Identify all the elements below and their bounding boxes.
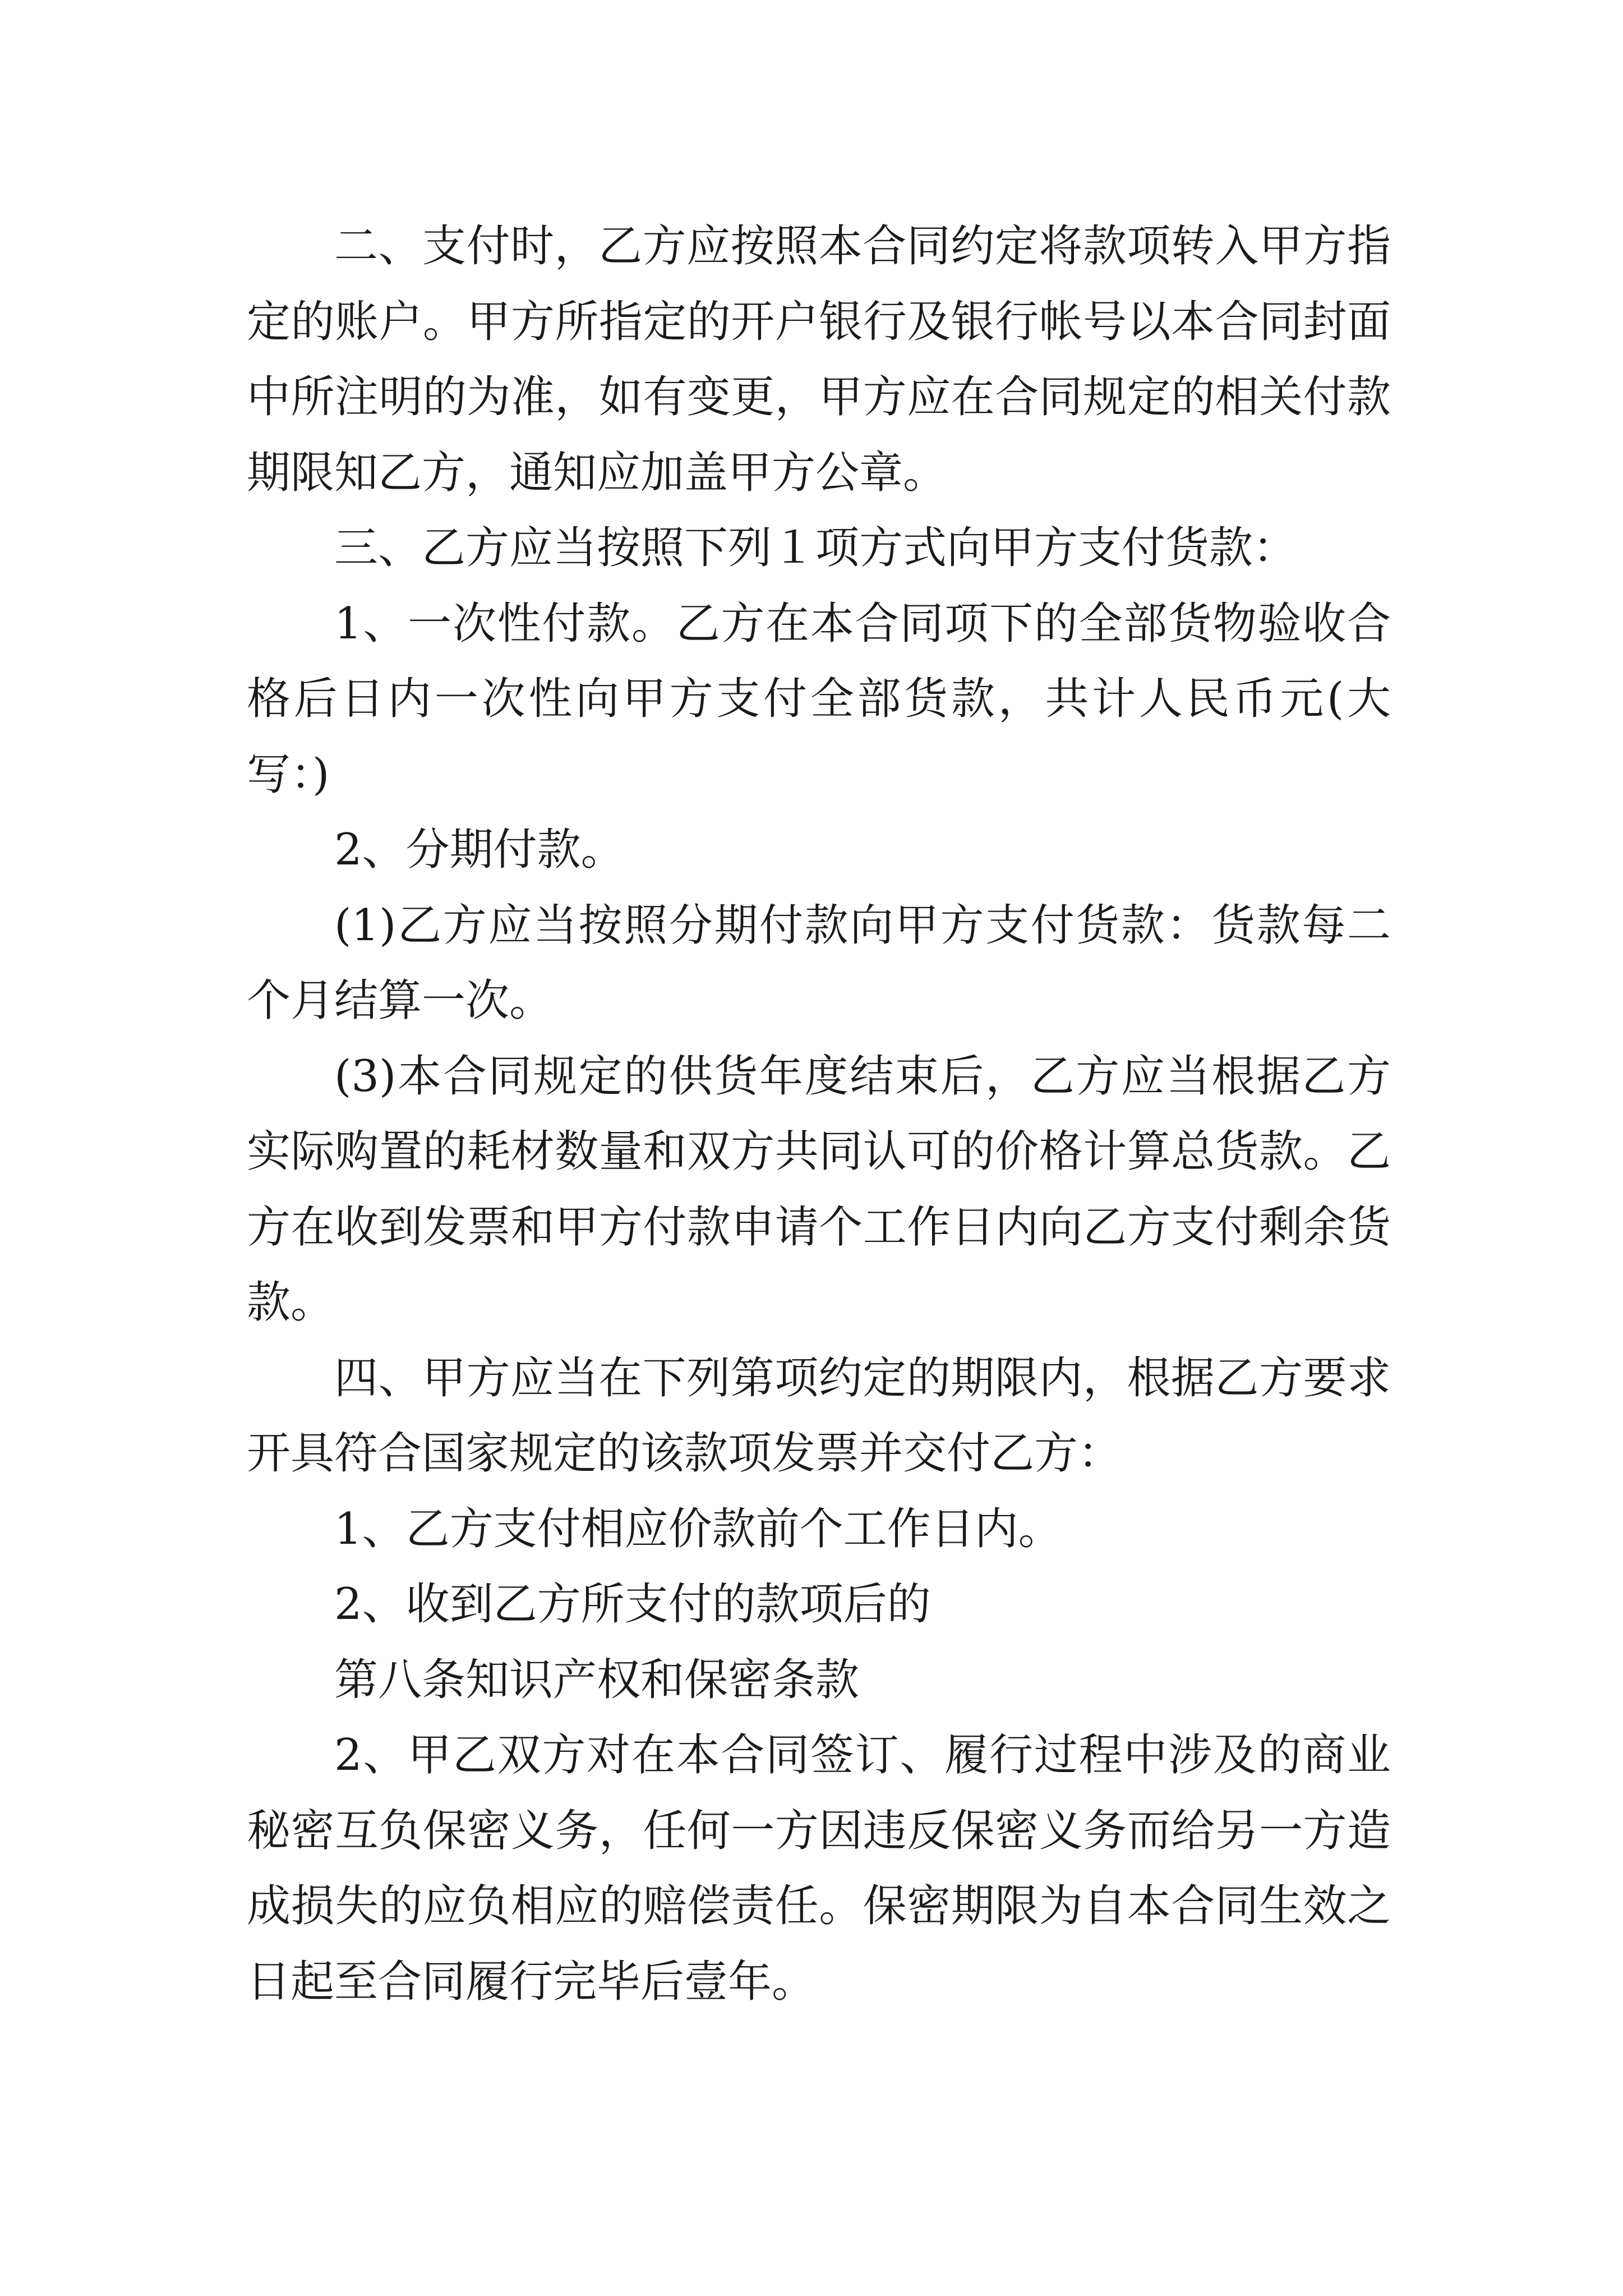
paragraph-payment-method: 三、乙方应当按照下列１项方式向甲方支付货款： (334, 523, 1297, 573)
paragraph-invoice: 四、甲方应当在下列第项约定的期限内，根据乙方要求开具符合国家规定的该款项发票并交付乙方： (247, 1352, 1391, 1479)
paragraph-invoice-1: 1、乙方支付相应价款前个工作日内。 (334, 1503, 1062, 1554)
paragraph-installment: 2、分期付款。 (334, 825, 625, 875)
paragraph-invoice-2: 2、收到乙方所支付的款项后的 (334, 1579, 931, 1630)
paragraph-installment-3: (3)本合同规定的供货年度结束后，乙方应当根据乙方实际购置的耗材数量和双方共同认可的价格计算总货款。乙方在收到发票和甲方付款申请个工作日内向乙方支付剩余货款。 (247, 1051, 1391, 1328)
section-heading-article-8: 第八条知识产权和保密条款 (334, 1654, 860, 1705)
paragraph-installment-1: (1)乙方应当按照分期付款向甲方支付货款：货款每二个月结算一次。 (247, 900, 1391, 1026)
paragraph-payment-account: 二、支付时，乙方应按照本合同约定将款项转入甲方指定的账户。甲方所指定的开户银行及银行帐号以本合同封面中所注明的为准，如有变更，甲方应在合同规定的相关付款期限知乙方，通知应加盖甲方公章。 (247, 221, 1391, 498)
document-body (247, 209, 1391, 2019)
paragraph-confidentiality: 2、甲乙双方对在本合同签订、履行过程中涉及的商业秘密互负保密义务，任何一方因违反保密义务而给另一方造成损失的应负相应的赔偿责任。保密期限为自本合同生效之日起至合同履行完毕后壹年。 (247, 1730, 1391, 2007)
paragraph-lump-sum: 1、一次性付款。乙方在本合同项下的全部货物验收合格后日内一次性向甲方支付全部货款，共计人民币元(大写：) (247, 598, 1391, 800)
